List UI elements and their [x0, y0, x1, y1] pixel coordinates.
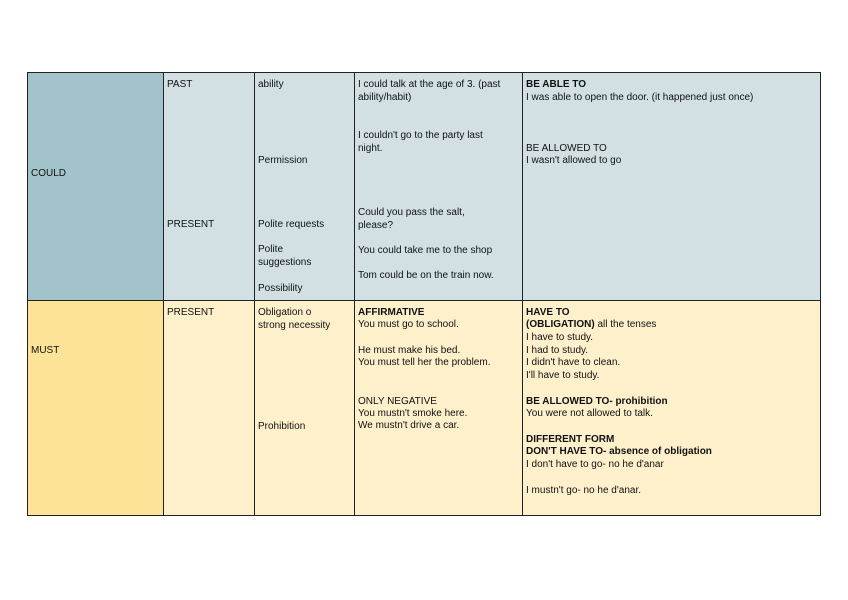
affirmative-heading: AFFIRMATIVE [358, 307, 425, 318]
be-able-to-heading: BE ABLE TO [526, 79, 587, 90]
could-present-tense-label: PRESENT [167, 219, 215, 230]
could-modal-cell [27, 72, 164, 301]
row-divider [27, 300, 821, 301]
example-permission-line2: night. [358, 142, 383, 154]
example-request [358, 207, 465, 232]
must-be-allowed-example: You were not allowed to talk. [526, 408, 653, 419]
have-to-example-4: I'll have to study. [526, 370, 600, 381]
negative-heading: ONLY NEGATIVE [358, 396, 437, 407]
negative-example-2: We mustn't drive a car. [358, 420, 460, 431]
affirmative-example-3: You must tell her the problem. [358, 357, 491, 368]
could-be-allowed-example: I wasn't allowed to go [526, 155, 622, 166]
example-permission [358, 130, 483, 155]
use-possibility: Possibility [258, 283, 303, 294]
use-obligation [258, 307, 330, 332]
have-to-example-3: I didn't have to clean. [526, 357, 621, 368]
different-form-heading: DIFFERENT FORM [526, 434, 615, 445]
obligation-rest: all the tenses [594, 319, 657, 330]
have-to-example-1: I have to study. [526, 332, 594, 343]
negative-example-1: You mustn't smoke here. [358, 408, 468, 419]
example-permission-line1: I couldn't go to the party last [358, 130, 483, 141]
use-permission: Permission [258, 155, 308, 166]
use-polite-requests: Polite requests [258, 219, 325, 230]
use-obligation-line1: Obligation o [258, 307, 312, 318]
use-obligation-line2: strong necessity [258, 319, 331, 331]
could-past-tense-label: PAST [167, 79, 193, 90]
example-ability-line1: I could talk at the age of 3. (past [358, 79, 501, 90]
use-polite-suggestions [258, 244, 311, 269]
have-to-heading: HAVE TO [526, 307, 570, 318]
example-ability-line2: ability/habit) [358, 91, 412, 103]
use-prohibition: Prohibition [258, 421, 306, 432]
table-border-top [27, 72, 821, 73]
use-ability: ability [258, 79, 284, 90]
affirmative-example-1: You must go to school. [358, 319, 459, 330]
must-row-cell [164, 301, 821, 516]
table-border-bottom [27, 515, 821, 516]
table-border-right [820, 72, 821, 516]
affirmative-example-2: He must make his bed. [358, 345, 461, 356]
dont-have-to-example: I don't have to go- no he d'anar [526, 459, 664, 470]
dont-have-to-heading: DON'T HAVE TO- absence of obligation [526, 446, 712, 457]
must-present-tense-label: PRESENT [167, 307, 215, 318]
col-divider-3 [354, 72, 355, 516]
use-polite-suggestions-line2: suggestions [258, 256, 312, 268]
must-be-allowed-heading: BE ALLOWED TO- prohibition [526, 396, 668, 407]
col-divider-2 [254, 72, 255, 516]
col-divider-4 [522, 72, 523, 516]
mustnt-example: I mustn't go- no he d'anar. [526, 485, 641, 496]
have-to-obligation-line [526, 319, 656, 332]
must-modal-cell [27, 301, 164, 516]
use-polite-suggestions-line1: Polite [258, 244, 284, 255]
obligation-bold: (OBLIGATION) [526, 319, 595, 330]
could-modal-label: COULD [31, 168, 67, 179]
example-suggestion: You could take me to the shop [358, 245, 493, 256]
have-to-example-2: I had to study. [526, 345, 589, 356]
modal-verbs-table [27, 72, 821, 516]
table-border-left [27, 72, 28, 516]
could-be-allowed-heading: BE ALLOWED TO [526, 143, 607, 154]
example-ability [358, 79, 500, 104]
example-request-line2: please? [358, 219, 394, 231]
example-request-line1: Could you pass the salt, [358, 207, 465, 218]
col-divider-1 [163, 72, 164, 516]
be-able-to-example: I was able to open the door. (it happened just once) [526, 92, 754, 103]
must-modal-label: MUST [31, 345, 60, 356]
example-possibility: Tom could be on the train now. [358, 270, 494, 281]
